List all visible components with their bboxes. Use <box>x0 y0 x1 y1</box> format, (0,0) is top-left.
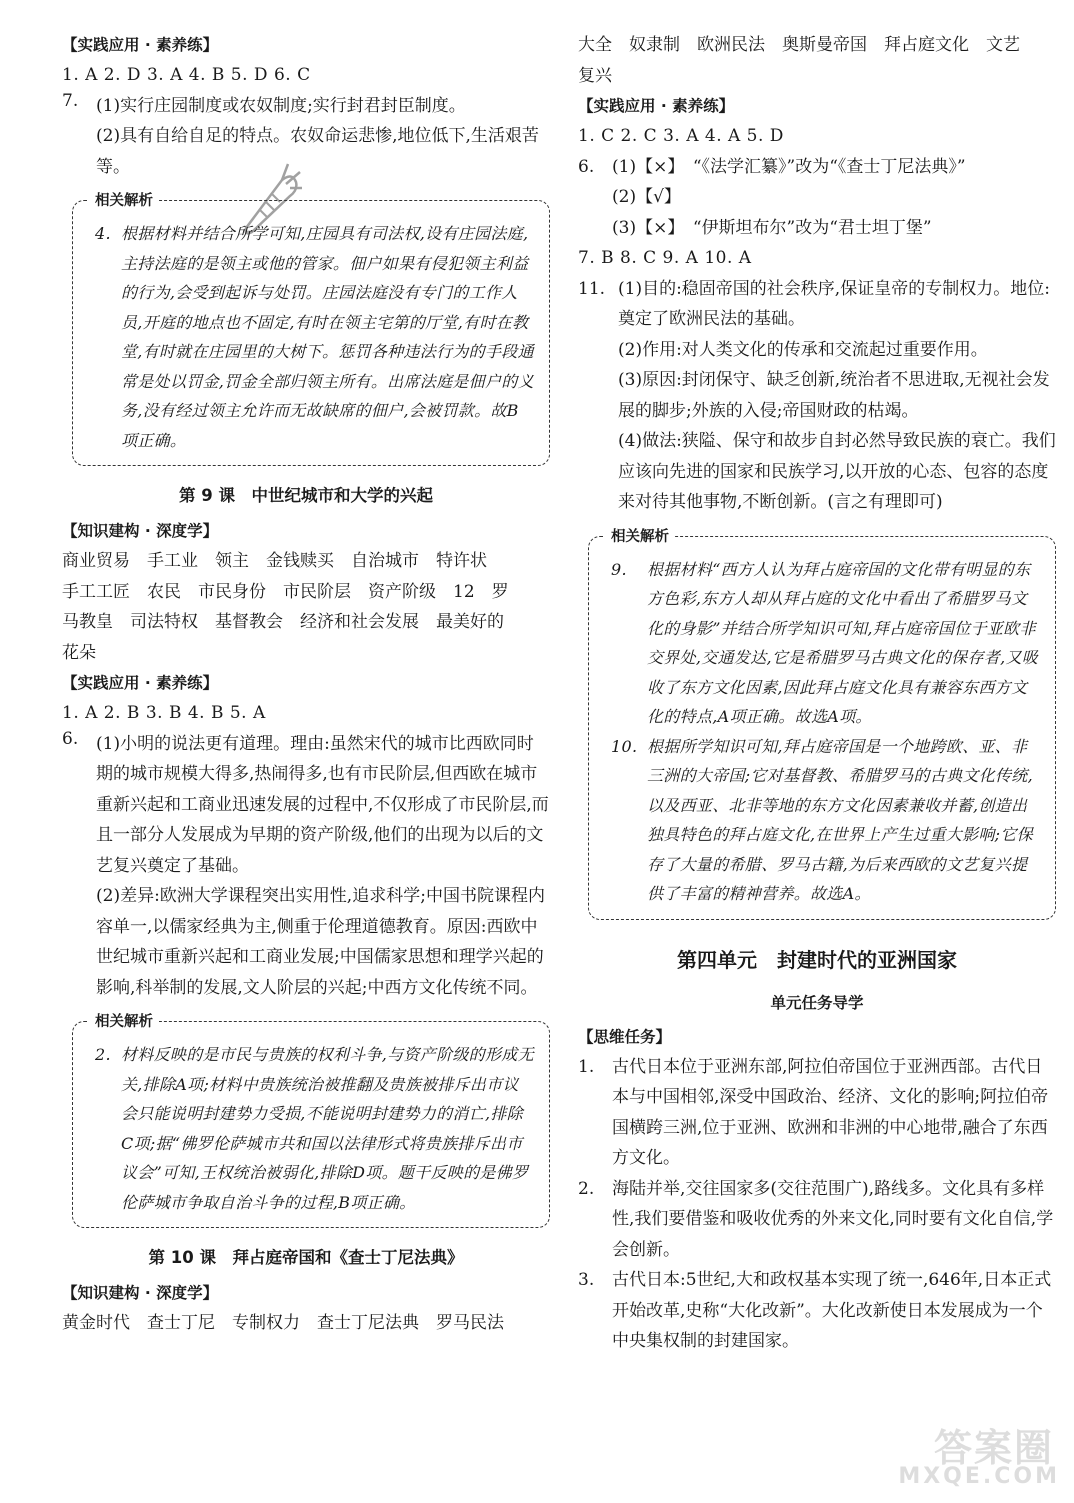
lesson-title: 第 9 课 中世纪城市和大学的兴起 <box>179 486 433 505</box>
analysis-label: 相关解析 <box>89 1010 159 1031</box>
section-header: 【实践应用 · 素养练】 <box>62 674 219 692</box>
answer-part: (2)差异:欧洲大学课程突出实用性,追求科学;中国书院课程内容单一,以儒家经典为主,侧重于伦理道德教育。原因:西欧中世纪城市重新兴起和工商业发展;中国儒家思想和理学兴起的影响,科举制的发展,文人阶层的兴起;中西方文化传统不同。 <box>96 886 545 998</box>
question-number: 2. <box>95 1045 111 1064</box>
section-header: 【实践应用 · 素养练】 <box>578 97 735 115</box>
section-header: 【知识建构 · 深度学】 <box>62 1284 219 1302</box>
section-header: 【实践应用 · 素养练】 <box>62 36 219 54</box>
question-number: 6. <box>578 156 595 177</box>
answer-part: (1)【×】 “《法学汇纂》”改为“《查士丁尼法典》” <box>612 156 966 177</box>
analysis-box <box>72 193 550 466</box>
answer-line: 7. B 8. C 9. A 10. A <box>578 248 752 268</box>
section-header: 【知识建构 · 深度学】 <box>62 522 219 540</box>
question-number: 6. <box>62 728 79 749</box>
unit-subtitle: 单元任务导学 <box>770 993 864 1012</box>
answer-part: (2)作用:对人类文化的传承和交流起过重要作用。 <box>618 339 988 360</box>
task-item <box>578 1174 1056 1266</box>
task-item <box>578 1052 1056 1174</box>
keyword-line: 商业贸易 手工业 领主 金钱赎买 自治城市 特许状 <box>62 551 487 571</box>
task-text: 古代日本:5世纪,大和政权基本实现了统一,646年,日本正式开始改革,史称“大化改新”。大化改新使日本发展成为一个中央集权制的封建国家。 <box>612 1270 1052 1351</box>
watermark-url: MXQE.COM <box>898 1464 1060 1489</box>
question-number: 9. <box>611 559 627 579</box>
answer-part: (1)目的:稳固帝国的社会秩序,保证皇帝的专制权力。地位:奠定了欧洲民法的基础。 <box>618 278 1050 329</box>
question-11 <box>578 274 1056 518</box>
answer-line: 1. A 2. D 3. A 4. B 5. D 6. C <box>62 65 311 85</box>
question-6-judgement <box>578 152 1056 244</box>
keyword-line: 黄金时代 查士丁尼 专制权力 查士丁尼法典 罗马民法 <box>62 1313 504 1333</box>
answer-line: 1. C 2. C 3. A 4. A 5. D <box>578 126 784 146</box>
task-text: 古代日本位于亚洲东部,阿拉伯帝国位于亚洲西部。古代日本与中国相邻,深受中国政治、经济、文化的影响;阿拉伯帝国横跨三洲,位于亚洲、欧洲和非洲的中心地带,融合了东西方文化。 <box>612 1056 1049 1168</box>
task-number: 2. <box>578 1178 595 1199</box>
answer-part: (1)实行庄园制度或农奴制度;实行封君封臣制度。 <box>96 95 466 116</box>
question-number: 11. <box>578 278 606 299</box>
keyword-line: 花朵 <box>62 642 96 663</box>
keyword-line: 复兴 <box>578 65 612 86</box>
answer-part: (3)原因:封闭保守、缺乏创新,统治者不思进取,无视社会发展的脚步;外族的入侵;帝国财政的枯竭。 <box>618 370 1050 421</box>
keyword-line: 大全 奴隶制 欧洲民法 奥斯曼帝国 拜占庭文化 文艺 <box>578 35 1020 55</box>
analysis-text: 材料反映的是市民与贵族的权利斗争,与资产阶级的形成无关,排除A项;材料中贵族统治被推翻及贵族被排斥出市议会只能说明封建势力受损,不能说明封建势力的消亡,排除C项;据“佛罗伦萨城市共和国以法律形式将贵族排斥出市议会”可知,王权统治被弱化,排除D项。题干反映的是佛罗伦萨城市争取自治斗争的过程,B项正确。 <box>121 1045 534 1212</box>
analysis-label: 相关解析 <box>89 189 159 210</box>
answer-part: (3)【×】 “伊斯坦布尔”改为“君士坦丁堡” <box>612 217 932 238</box>
analysis-text: 根据所学知识可知,拜占庭帝国是一个地跨欧、亚、非三洲的大帝国;它对基督教、希腊罗马的古典文化传统,以及西亚、北非等地的东方文化因素兼收并蓄,创造出独具特色的拜占庭文化,在世界上产生过重大影响;它保存了大量的希腊、罗马古籍,为后来西欧的文艺复兴提供了丰富的精神营养。故选A。 <box>647 736 1033 903</box>
task-text: 海陆并举,交往国家多(交往范围广),路线多。文化具有多样性,我们要借鉴和吸收优秀的外来文化,同时要有文化自信,学会创新。 <box>612 1178 1054 1260</box>
analysis-box <box>72 1014 550 1228</box>
answer-part: (2)【√】 <box>612 187 681 207</box>
answer-part: (2)具有自给自足的特点。农奴命运悲惨,地位低下,生活艰苦等。 <box>96 126 539 177</box>
section-header: 【思维任务】 <box>578 1027 672 1046</box>
task-number: 1. <box>578 1056 595 1077</box>
answer-part: (1)小明的说法更有道理。理由:虽然宋代的城市比西欧同时期的城市规模大得多,热闹得多,也有市民阶层,但西欧在城市重新兴起和工商业迅速发展的过程中,不仅形成了市民阶层,而且一部分人发展成为早期的资产阶级,他们的出现为以后的文艺复兴奠定了基础。 <box>96 733 549 876</box>
answer-part: (4)做法:狭隘、保守和故步自封必然导致民族的衰亡。我们应该向先进的国家和民族学习,以开放的心态、包容的态度来对待其他事物,不断创新。(言之有理即可) <box>618 431 1056 512</box>
left-column <box>62 30 550 1339</box>
lesson-title: 第 10 课 拜占庭帝国和《查士丁尼法典》 <box>148 1248 464 1267</box>
answer-line: 1. A 2. B 3. B 4. B 5. A <box>62 703 266 723</box>
question-number: 7. <box>62 90 79 111</box>
right-column <box>578 30 1056 1357</box>
keyword-line: 手工工匠 农民 市民身份 市民阶层 资产阶级 12 罗 <box>62 581 509 602</box>
task-item <box>578 1265 1056 1357</box>
analysis-text: 根据材料“西方人认为拜占庭帝国的文化带有明显的东方色彩,东方人却从拜占庭的文化中看出了希腊罗马文化的身影”并结合所学知识可知,拜占庭帝国位于亚欧非交界处,交通发达,它是希腊罗马古典文化的保存者,又吸收了东方文化因素,因此拜占庭文化具有兼容东西方文化的特点,A项正确。故选A项。 <box>647 559 1039 726</box>
question-number: 10. <box>611 736 638 756</box>
question-6 <box>62 729 550 1004</box>
task-number: 3. <box>578 1270 595 1290</box>
keyword-line: 马教皇 司法特权 基督教会 经济和社会发展 最美好的 <box>62 612 504 632</box>
question-7 <box>62 91 550 183</box>
watermark-logo-text: 答案圈 <box>933 1426 1054 1470</box>
watermark-logo <box>890 1417 1060 1489</box>
unit-title: 第四单元 封建时代的亚洲国家 <box>677 947 957 972</box>
question-number: 4. <box>95 224 111 243</box>
analysis-box <box>588 528 1056 920</box>
analysis-text: 根据材料并结合所学可知,庄园具有司法权,设有庄园法庭,主持法庭的是领主或他的管家。佃户如果有侵犯领主利益的行为,会受到起诉与处罚。庄园法庭没有专门的工作人员,开庭的地点也不固定,有时在领主宅第的厅堂,有时在教堂,有时就在庄园里的大树下。惩罚各种违法行为的手段通常是处以罚金,罚金全部归领主所有。出席法庭是佃户的义务,没有经过领主允许而无故缺席的佃户,会被罚款。故B项正确。 <box>121 224 534 450</box>
analysis-label: 相关解析 <box>605 525 675 546</box>
